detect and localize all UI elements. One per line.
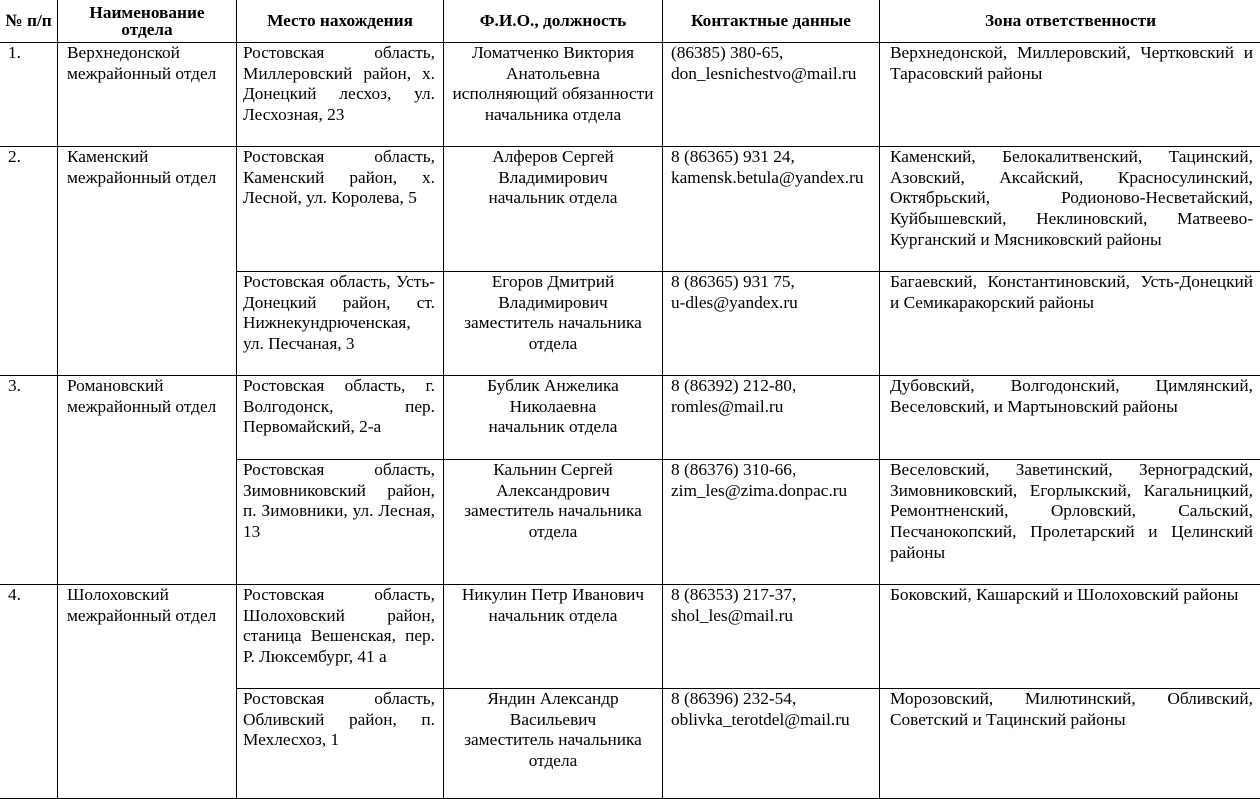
header-dept: Наименование отдела [58,0,237,43]
head-name: Ломатченко Виктория Анатольевна [450,43,656,84]
head-name: Алферов Сергей Владимирович [450,147,656,188]
row-num: 2. [0,147,58,376]
responsibility-zone: Дубовский, Волгодонский, Цимлянский, Веселовский, и Мартыновский районы [880,376,1260,460]
office-head [444,689,663,799]
responsibility-zone: Багаевский, Константиновский, Усть-Донецкий и Семикаракорский районы [880,272,1260,376]
phone: (86385) 380-65, [671,43,873,64]
row-num: 1. [0,43,58,147]
header-fio: Ф.И.О., должность [444,0,663,43]
head-name: Яндин Александр Васильевич [450,689,656,730]
phone: 8 (86392) 212-80, [671,376,873,397]
phone: 8 (86365) 931 75, [671,272,873,293]
office-head [444,460,663,585]
row-num: 3. [0,376,58,585]
phone: 8 (86376) 310-66, [671,460,873,481]
header-num: № п/п [0,0,58,43]
office-address: Ростовская область, Зимовниковский район, п. Зимовники, ул. Лесная, 13 [237,460,444,585]
email: u-dles@yandex.ru [671,293,873,314]
head-name: Никулин Петр Иванович [450,585,656,606]
office-address: Ростовская область, Обливский район, п. Мехлесхоз, 1 [237,689,444,799]
email: don_lesnichestvo@mail.ru [671,64,873,85]
head-name: Егоров Дмитрий Владимирович [450,272,656,313]
row-num: 4. [0,585,58,799]
responsibility-zone: Боковский, Кашарский и Шолоховский районы [880,585,1260,689]
office-address: Ростовская область, Миллеровский район, х. Донецкий лесхоз, ул. Лесхозная, 23 [237,43,444,147]
head-position: начальник отдела [450,606,656,627]
responsibility-zone: Веселовский, Заветинский, Зерноградский, Зимовниковский, Егорлыкский, Кагальницкий, Ремонтненский, Орловский, Сальский, Песчанокопский, Пролетарский и Целинский районы [880,460,1260,585]
header-location: Место нахождения [237,0,444,43]
dept-name: Верхнедонской межрайонный отдел [58,43,237,147]
office-address: Ростовская область, г. Волгодонск, пер. Первомайский, 2-а [237,376,444,460]
phone: 8 (86353) 217-37, [671,585,873,606]
head-position: заместитель начальника отдела [450,501,656,542]
head-position: исполняющий обязанности начальника отдела [450,84,656,125]
dept-name: Каменский межрайонный отдел [58,147,237,376]
office-head [444,43,663,147]
table-row [0,376,1260,460]
responsibility-zone: Верхнедонской, Миллеровский, Чертковский и Тарасовский районы [880,43,1260,147]
head-position: начальник отдела [450,188,656,209]
email: zim_les@zima.donpac.ru [671,481,873,502]
office-contacts [663,585,880,689]
office-head [444,272,663,376]
table-row [0,147,1260,272]
phone: 8 (86365) 931 24, [671,147,873,168]
table-row [0,585,1260,689]
email: romles@mail.ru [671,397,873,418]
table-row [0,43,1260,147]
email: kamensk.betula@yandex.ru [671,168,873,189]
head-position: заместитель начальника отдела [450,730,656,771]
office-contacts [663,460,880,585]
office-head [444,585,663,689]
office-contacts [663,147,880,272]
header-contacts: Контактные данные [663,0,880,43]
email: oblivka_terotdel@mail.ru [671,710,873,731]
dept-name: Шолоховский межрайонный отдел [58,585,237,799]
office-address: Ростовская область, Шолоховский район, станица Вешенская, пер. Р. Люксембург, 41 а [237,585,444,689]
office-contacts [663,376,880,460]
dept-name: Романовский межрайонный отдел [58,376,237,585]
head-position: заместитель начальника отдела [450,313,656,354]
office-contacts [663,43,880,147]
office-contacts [663,689,880,799]
responsibility-zone: Морозовский, Милютинский, Обливский, Советский и Тацинский районы [880,689,1260,799]
header-zone: Зона ответственности [880,0,1260,43]
office-head [444,376,663,460]
phone: 8 (86396) 232-54, [671,689,873,710]
office-contacts [663,272,880,376]
head-position: начальник отдела [450,417,656,438]
head-name: Кальнин Сергей Александрович [450,460,656,501]
office-address: Ростовская область, Усть-Донецкий район, ст. Нижнекундрюченская, ул. Песчаная, 3 [237,272,444,376]
email: shol_les@mail.ru [671,606,873,627]
office-address: Ростовская область, Каменский район, х. Лесной, ул. Королева, 5 [237,147,444,272]
responsibility-zone: Каменский, Белокалитвенский, Тацинский, Азовский, Аксайский, Красносулинский, Октябрьский, Родионово-Несветайский, Куйбышевский, Неклиновский, Матвеево-Курганский и Мясниковский районы [880,147,1260,272]
head-name: Бублик Анжелика Николаевна [450,376,656,417]
office-head [444,147,663,272]
table-header-row [0,0,1260,43]
